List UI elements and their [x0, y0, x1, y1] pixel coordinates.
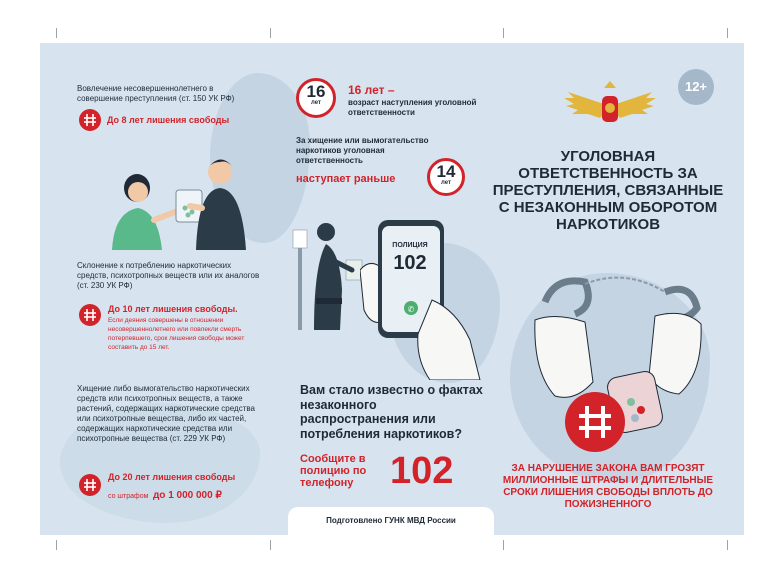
age-14-badge — [427, 158, 465, 196]
crop-mark — [503, 28, 504, 38]
age-14-number: 14 — [436, 162, 456, 181]
leaflet-title: УГОЛОВНАЯ ОТВЕТСТВЕННОСТЬ ЗА ПРЕСТУПЛЕНИЯ, СВЯЗАННЫЕ С НЕЗАКОННЫМ ОБОРОТОМ НАРКОТИКОВ — [492, 148, 724, 233]
age-16-headline: 16 лет – — [348, 83, 395, 97]
article-230-note: Если деяния совершены в отношении несовершеннолетнего или повлекли смерть потерпевшего, срок лишения свободы может составить до 15 лет. — [108, 317, 245, 351]
prison-bars-icon — [79, 109, 101, 131]
age-16-unit: лет — [311, 100, 321, 106]
question-text: Вам стало известно о фактах незаконного распространения или потребления наркотиков? — [300, 383, 483, 441]
theft-text: За хищение или вымогательство наркотиков уголовная ответственность — [296, 136, 429, 165]
illustration-phone-hand — [360, 210, 495, 380]
article-229-penalty: До 20 лет лишения свободы — [108, 472, 236, 482]
age-16-badge — [296, 78, 336, 118]
footer-credit: Подготовлено ГУНК МВД России — [288, 507, 494, 535]
earlier-text: наступает раньше — [296, 173, 396, 185]
prison-bars-icon — [565, 392, 625, 452]
call-number: 102 — [390, 450, 454, 492]
eagle-emblem-icon — [560, 78, 660, 134]
prison-bars-icon — [79, 304, 101, 326]
age-14-unit: лет — [441, 180, 451, 186]
crop-mark — [56, 540, 57, 550]
fine-amount: до 1 000 000 ₽ — [152, 490, 222, 501]
prison-bars-icon — [79, 474, 101, 496]
call-text: Сообщите в полицию по телефону — [300, 453, 367, 489]
age-rating-badge — [678, 69, 714, 105]
article-229-fine — [108, 485, 222, 503]
crop-mark — [56, 28, 57, 38]
article-229-text: Хищение либо вымогательство наркотических средств или психотропных веществ, а также растений, содержащих наркотические средства или психотропные вещества, либо их частей, содержащих наркотические средства или психотропные вещества (ст. 229 УК РФ) — [77, 384, 255, 443]
illustration-adult-child — [92, 150, 262, 250]
article-230-text: Склонение к потреблению наркотических средств, психотропных веществ или их аналогов (ст. 230 УК РФ) — [77, 261, 260, 290]
article-150-penalty: До 8 лет лишения свободы — [107, 115, 230, 125]
crop-mark — [270, 540, 271, 550]
article-150-text: Вовлечение несовершеннолетнего в совершение преступления (ст. 150 УК РФ) — [77, 84, 235, 103]
fine-prefix: со штрафом — [108, 493, 149, 500]
crop-mark — [727, 28, 728, 38]
warning-text: ЗА НАРУШЕНИЕ ЗАКОНА ВАМ ГРОЗЯТ МИЛЛИОННЫЕ ШТРАФЫ И ДЛИТЕЛЬНЫЕ СРОКИ ЛИШЕНИЯ СВОБОДЫ ВПЛОТЬ ДО ПОЖИЗНЕННОГО — [502, 463, 714, 510]
phone-screen-number: 102 — [393, 252, 427, 274]
crop-mark — [270, 28, 271, 38]
phone-icon: ✆ — [407, 305, 415, 314]
crop-mark — [503, 540, 504, 550]
age-16-subline: возраст наступления уголовной ответственности — [348, 98, 477, 117]
age-rating-text: 12+ — [684, 79, 708, 94]
phone-screen-label: ПОЛИЦИЯ — [392, 242, 428, 249]
article-230-penalty: До 10 лет лишения свободы. — [108, 304, 238, 314]
age-16-number: 16 — [306, 82, 326, 101]
crop-mark — [727, 540, 728, 550]
